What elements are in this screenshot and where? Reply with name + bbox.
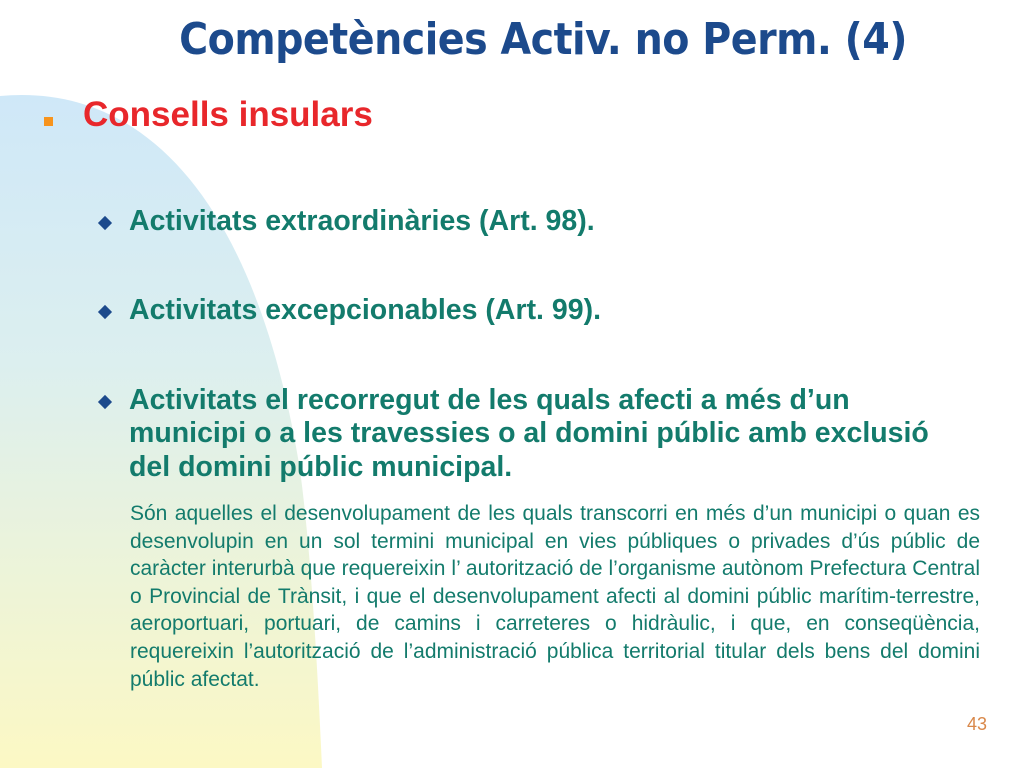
diamond-bullet-icon (97, 215, 113, 231)
heading-text: Consells insulars (83, 95, 373, 134)
square-bullet-icon (44, 117, 53, 126)
bullet-item (97, 294, 957, 327)
bullet-item (97, 205, 957, 238)
detail-paragraph: Són aquelles el desenvolupament de les quals transcorri en més d’un municipi o quan es desenvolupin en un sol termini municipal en vies públiques o privades d’ús públic de caràcter interurbà que requereixin l’ autorització de l’organisme autònom Prefectura Central o Provincial de Trànsit, i que el desenvolupament afecti al domini públic marítim-terrestre, aeroportuari, portuari, de camins i carreteres o hidràulic, i que, en conseqüència, requereixin l’autorització de l’administració pública territorial titular dels bens del domini públic afectat. (130, 502, 980, 691)
bullet-text: Activitats extraordinàries (Art. 98). (129, 205, 595, 237)
page-number: 43 (966, 714, 987, 734)
heading-item (44, 96, 373, 135)
bullet-item (97, 384, 957, 484)
bullet-text: Activitats excepcionables (Art. 99). (129, 294, 602, 326)
bullet-text: Activitats el recorregut de les quals afecti a més d’un municipi o a les travessies o al domini públic amb exclusió del domini públic municipal. (129, 384, 929, 483)
diamond-bullet-icon (97, 304, 113, 320)
diamond-bullet-icon (97, 394, 113, 410)
slide-title: Competències Activ. no Perm. (4) (179, 14, 907, 65)
